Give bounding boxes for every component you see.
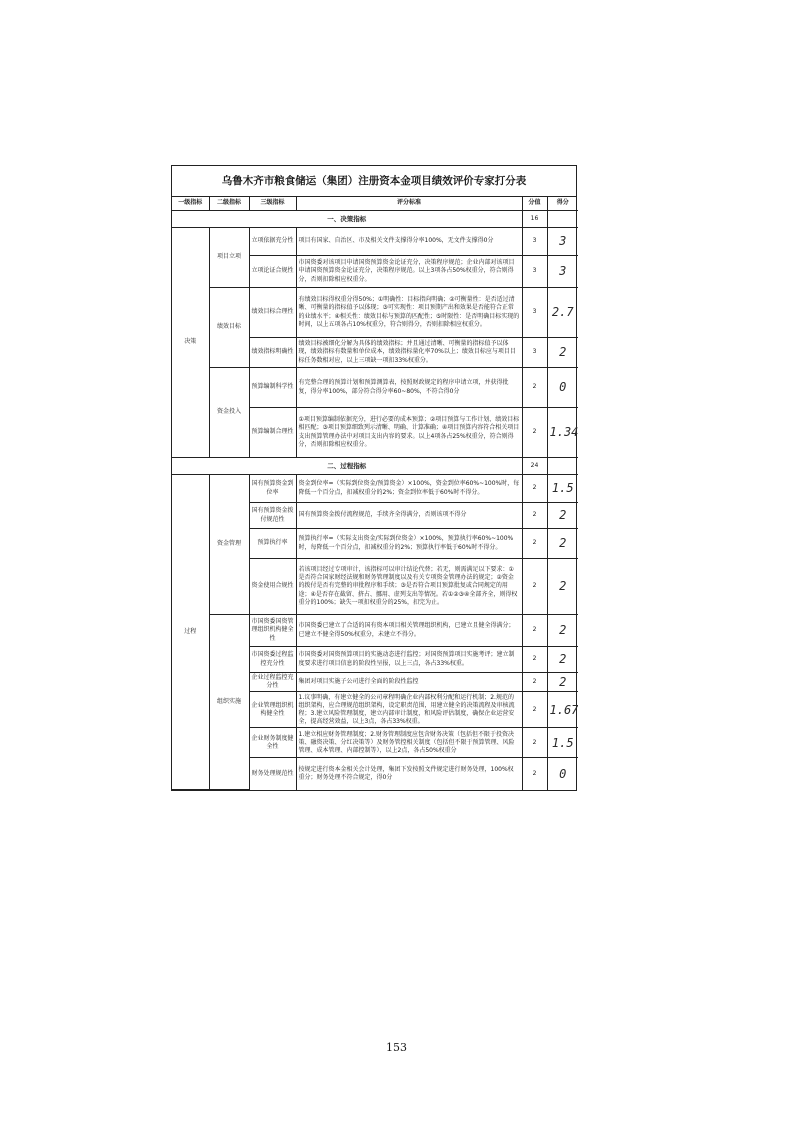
level2-cell: 项目立项 bbox=[209, 228, 249, 288]
header-level2: 二级指标 bbox=[209, 197, 249, 211]
level2-cell: 资金管理 bbox=[209, 475, 249, 615]
table-row bbox=[172, 368, 578, 408]
criteria-cell: 市国资委对国资预算项目的实施动态进行监控；对国资预算项目实施考评；建立制度要求进行项目信息的阶段性呈报，以上三点，各占33%权重。 bbox=[296, 647, 522, 673]
header-level1: 一级指标 bbox=[172, 197, 209, 211]
criteria-cell: 有绩效目标得权重分得50%；①明确性：目标指向明确；②可衡量性：是否适过清晰、可衡量的指标值予以体现；③可实现性：项目预期产出和效果是否能符合正常的业绩水平；④相关性：绩效目标与预算的匹配性；⑤时限性：是否明确目标实现的时间，以上五项各占10%权重分，符合则得分，否则扣除相应权重分。 bbox=[296, 288, 522, 338]
criteria-cell: 按规定进行资本金相关会计处理，集团下发按照文件规定进行财务处理，100%权重分；财务处理不符合规定，得0分 bbox=[296, 758, 522, 790]
section-row bbox=[172, 211, 578, 228]
weight-cell: 3 bbox=[522, 338, 547, 368]
criteria-cell: 1.议事明确，有建立健全的公司章程明确企业内部权利分配和运行机制；2.规范的组织架构，应合理规范组织架构，设定职责范围，用建立健全的决策流程及审核流程；3.建立风险管理制度，建立内部审计制度，和风险评估制度，确保企业运营安全，提高经营效益，以上3点，各占33%权重。 bbox=[296, 692, 522, 728]
table-row bbox=[172, 228, 578, 256]
level3-cell: 立项论证合规性 bbox=[249, 256, 296, 288]
score-cell: 3 bbox=[547, 228, 578, 256]
score-cell: 2 bbox=[547, 529, 578, 559]
level3-cell: 国有预算资金到位率 bbox=[249, 475, 296, 503]
section-score-empty bbox=[547, 211, 578, 228]
weight-cell: 2 bbox=[522, 615, 547, 647]
section-row bbox=[172, 458, 578, 475]
score-cell: 0 bbox=[547, 368, 578, 408]
weight-cell: 3 bbox=[522, 228, 547, 256]
level3-cell: 企业管理组织机构健全性 bbox=[249, 692, 296, 728]
weight-cell: 2 bbox=[522, 728, 547, 758]
score-sheet bbox=[171, 165, 577, 791]
table-row bbox=[172, 615, 578, 647]
level2-cell: 资金投入 bbox=[209, 368, 249, 458]
criteria-cell: 预算执行率=（实际支出资金/实际到位资金）×100%，预算执行率60%~100%时，每降低一个百分点，扣减权重分的2%；预算执行率低于60%时不得分。 bbox=[296, 529, 522, 559]
header-criteria: 评分标准 bbox=[296, 197, 522, 211]
header-level3: 三级指标 bbox=[249, 197, 296, 211]
weight-cell: 2 bbox=[522, 647, 547, 673]
score-cell: 3 bbox=[547, 256, 578, 288]
sheet-title: 乌鲁木齐市粮食储运（集团）注册资本金项目绩效评价专家打分表 bbox=[172, 166, 576, 197]
weight-cell: 3 bbox=[522, 256, 547, 288]
level3-cell: 预算执行率 bbox=[249, 529, 296, 559]
criteria-cell: 国有预算资金拨付流程规范，手续齐全得满分，否则该项不得分 bbox=[296, 503, 522, 529]
page-number: 153 bbox=[386, 1041, 407, 1054]
level3-cell: 国有预算资金拨付规范性 bbox=[249, 503, 296, 529]
level3-cell: 预算编制合理性 bbox=[249, 408, 296, 458]
level3-cell: 企业财务制度健全性 bbox=[249, 728, 296, 758]
criteria-cell: 市国资委对该项目申请国资预算资金论证充分，决策程序规范；企业内部对该项目申请国资预算资金论证充分，决策程序规范。以上3项各占50%权重分，符合则得分，否则扣除相应权重分。 bbox=[296, 256, 522, 288]
score-cell: 2 bbox=[547, 338, 578, 368]
header-weight: 分值 bbox=[522, 197, 547, 211]
weight-cell: 2 bbox=[522, 692, 547, 728]
table-row bbox=[172, 475, 578, 503]
score-cell: 1.34 bbox=[547, 408, 578, 458]
weight-cell: 2 bbox=[522, 503, 547, 529]
weight-cell: 2 bbox=[522, 475, 547, 503]
criteria-cell: 集团对项目实施子公司进行全面的阶段性监控 bbox=[296, 673, 522, 692]
table-row bbox=[172, 288, 578, 338]
score-table bbox=[172, 197, 578, 790]
level3-cell: 财务处理规范性 bbox=[249, 758, 296, 790]
criteria-cell: 市国资委已建立了合适的国有资本项目相关管理组织机构，已建立且健全得满分；已建立不健全得50%权重分，未建立不得分。 bbox=[296, 615, 522, 647]
level3-cell: 市国资委国资管理组织机构健全性 bbox=[249, 615, 296, 647]
level3-cell: 市国资委过程监控充分性 bbox=[249, 647, 296, 673]
header-row bbox=[172, 197, 578, 211]
section-label: 二、过程指标 bbox=[172, 458, 522, 475]
section-weight: 24 bbox=[522, 458, 547, 475]
score-cell: 1.5 bbox=[547, 728, 578, 758]
criteria-cell: 绩效目标被细化分解为具体的绩效指标；并且通过清晰、可衡量的指标值予以体现，绩效指标有数量和单位成本，绩效指标量化率70%以上；绩效目标应与项目目标任务数相对应，以上三项缺一项扣33%权重分。 bbox=[296, 338, 522, 368]
weight-cell: 3 bbox=[522, 288, 547, 338]
section-weight: 16 bbox=[522, 211, 547, 228]
criteria-cell: 若该项目经过专项审计，该指标可以审计结论代替；若无，则需满足以下要求：①是否符合国家财经法规和财务管理制度以及有关专项资金管理办法的规定；②资金的拨付是否有完整的审批程序和手续；③是否符合项目预算批复或合同规定的用途；④是否存在截留、挤占、挪用、虚列支出等情况。若①②③④全部齐全，则得权重分的100%；缺失一项扣权重分的25%，扣完为止。 bbox=[296, 559, 522, 615]
level2-cell: 组织实施 bbox=[209, 615, 249, 790]
score-cell: 2 bbox=[547, 615, 578, 647]
level1-cell: 决策 bbox=[172, 228, 209, 458]
score-cell: 2 bbox=[547, 647, 578, 673]
score-cell: 1.67 bbox=[547, 692, 578, 728]
level3-cell: 绩效目标合理性 bbox=[249, 288, 296, 338]
level3-cell: 绩效指标明确性 bbox=[249, 338, 296, 368]
score-cell: 2 bbox=[547, 673, 578, 692]
section-score-empty bbox=[547, 458, 578, 475]
level3-cell: 预算编制科学性 bbox=[249, 368, 296, 408]
weight-cell: 2 bbox=[522, 673, 547, 692]
criteria-cell: 1.建立相应财务管理制度；2.财务管理制度应包含财务决策（包括但不限于投资决策、融资决策、分红决策等）及财务管控相关制度（包括但不限于预算管理、风险管理、成本管理、内部控制等），以上2点，各占50%权重分 bbox=[296, 728, 522, 758]
criteria-cell: ①项目预算编制依据充分，进行必要的成本预算；②项目预算与工作计划、绩效目标相匹配；③项目预算细致列示清晰、明确、计算准确；④项目预算内容符合相关项目支出预算管理办法中对项目支出内容的要求。以上4项各占25%权重分，符合则得分，否则扣除相应权重分。 bbox=[296, 408, 522, 458]
weight-cell: 2 bbox=[522, 368, 547, 408]
score-cell: 2 bbox=[547, 559, 578, 615]
level1-cell: 过程 bbox=[172, 475, 209, 790]
weight-cell: 2 bbox=[522, 408, 547, 458]
criteria-cell: 项目有国家、自治区、市及相关文件支撑得分率100%，无文件支撑得0分 bbox=[296, 228, 522, 256]
level3-cell: 资金使用合规性 bbox=[249, 559, 296, 615]
level2-cell: 绩效目标 bbox=[209, 288, 249, 368]
level3-cell: 企业过程监控充分性 bbox=[249, 673, 296, 692]
score-cell: 2 bbox=[547, 503, 578, 529]
weight-cell: 2 bbox=[522, 758, 547, 790]
header-score: 得分 bbox=[547, 197, 578, 211]
weight-cell: 2 bbox=[522, 529, 547, 559]
section-label: 一、决策指标 bbox=[172, 211, 522, 228]
score-cell: 2.7 bbox=[547, 288, 578, 338]
criteria-cell: 资金到位率=（实际到位资金/预算资金）×100%，资金到位率60%~100%时，每降低一个百分点，扣减权重分的2%；资金到位率低于60%时不得分。 bbox=[296, 475, 522, 503]
score-cell: 1.5 bbox=[547, 475, 578, 503]
weight-cell: 2 bbox=[522, 559, 547, 615]
score-cell: 0 bbox=[547, 758, 578, 790]
criteria-cell: 有完整合理的预算计划和预算测算表，按照财政规定的程序申请立项，并获得批复，得分率100%，部分符合得分率60~80%，不符合得0分 bbox=[296, 368, 522, 408]
level3-cell: 立项依据充分性 bbox=[249, 228, 296, 256]
